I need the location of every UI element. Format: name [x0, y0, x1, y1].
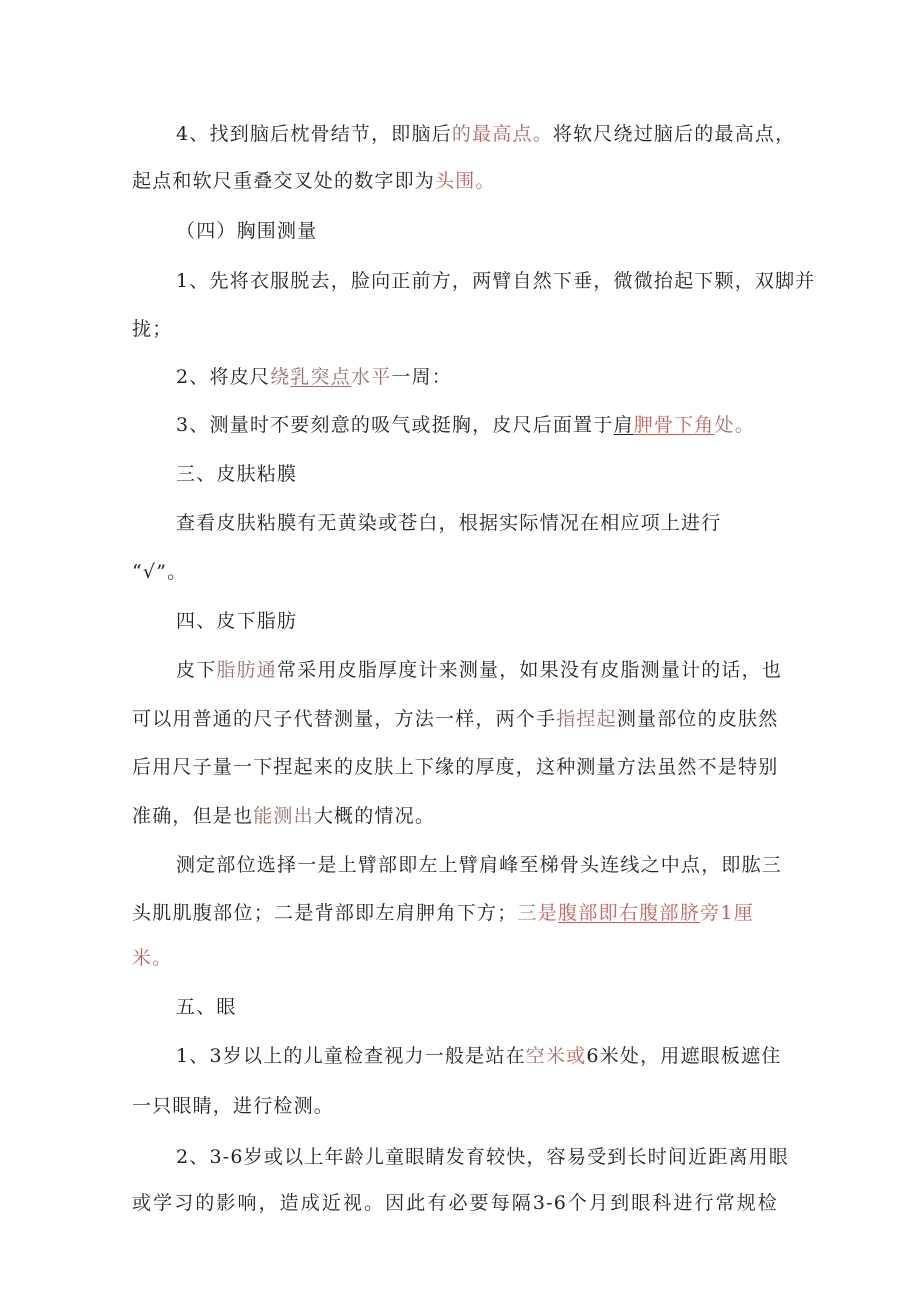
highlight-span: 最高点。 — [472, 123, 553, 145]
eye-step2-line2: 或学习的影响，造成近视。因此有必要每隔3-6个月到眼科进行常规检 — [132, 1192, 778, 1214]
fat-para1-line2 — [132, 706, 778, 732]
fat-para1-line1 — [176, 657, 783, 683]
underlined-span: 乳突点 — [290, 366, 351, 388]
chest-step1-line2: 拢； — [132, 318, 173, 340]
highlight-span: 指捏起 — [556, 708, 617, 730]
text-span: 大概的情况。 — [313, 805, 436, 827]
highlight-span: 的 — [451, 123, 473, 145]
text-span: 常采用皮脂厚度计来测量，如果没有皮脂测量计的话，也 — [277, 659, 783, 681]
text-span: 3、测量时不要刻意的吸气或挺胸，皮尺后面置于 — [176, 414, 614, 436]
highlight-span: 脂肪通 — [216, 659, 278, 681]
text-span: 头肌肌腹部位；二是背部即左肩胛角下方； — [132, 902, 518, 924]
skin-heading: 三、皮肤粘膜 — [176, 463, 298, 485]
head-circumference-step4-line1 — [176, 121, 796, 147]
text-span: 测量部位的皮肤然 — [616, 708, 779, 730]
highlight-span: 空米 — [525, 1045, 567, 1067]
text-span: 一周： — [391, 366, 452, 388]
text-span: 2、将皮尺 — [176, 366, 271, 388]
text-span: 将软尺绕过脑后的最高点， — [552, 123, 796, 145]
highlight-span: 绕 — [270, 366, 291, 388]
head-circumference-step4-line2 — [132, 168, 496, 194]
fat-heading: 四、皮下脂肪 — [176, 610, 298, 632]
fat-para1-line3: 后用尺子量一下捏起来的皮肤上下缘的厚度，这种测量方法虽然不是特别 — [132, 756, 779, 778]
highlight-span: 能测出 — [253, 805, 314, 827]
text-span: 4、找到脑后枕骨结节，即脑后 — [176, 123, 452, 145]
underlined-span: 肩 — [613, 414, 634, 436]
text-span: 准确，但是也 — [132, 805, 254, 827]
eye-step1-line1 — [176, 1043, 782, 1069]
highlight-span: 1厘 — [720, 902, 754, 924]
text-span: 起点和软尺重叠交叉处的数字即为 — [132, 170, 436, 192]
highlight-span: 处。 — [714, 414, 755, 436]
underlined-span: 腹部即右腹部脐 — [558, 902, 701, 924]
eye-step1-line2: 一只眼睛，进行检测。 — [132, 1095, 335, 1117]
fat-para2-line1: 测定部位选择一是上臂部即左上臂肩峰至梯骨头连线之中点，即肱三 — [176, 854, 783, 876]
chest-step3 — [176, 412, 755, 438]
chest-step2 — [176, 364, 452, 390]
highlight-span: 三是 — [517, 902, 559, 924]
underlined-span: 胛骨下角 — [633, 414, 715, 436]
text-span: 皮下 — [176, 659, 217, 681]
text-span: 可以用普通的尺子代替测量，方法一样，两个手 — [132, 708, 557, 730]
highlight-span: 头围。 — [435, 170, 496, 192]
eye-heading: 五、眼 — [176, 996, 237, 1018]
chest-step1-line1: 1、先将衣服脱去，脸向正前方，两臂自然下垂，微微抬起下颗，双脚并 — [176, 270, 816, 292]
highlight-span: 水平 — [350, 366, 392, 388]
fat-para2-line2 — [132, 900, 754, 926]
eye-step2-line1: 2、3-6岁或以上年龄儿童眼睛发育较快，容易受到长时间近距离用眼 — [176, 1146, 790, 1168]
text-span: 1、3岁以上的儿童检查视力一般是站在 — [176, 1045, 526, 1067]
skin-body-line1: 查看皮肤粘膜有无黄染或苍白，根据实际情况在相应项上进行 — [176, 512, 722, 534]
text-span: 6米处，用遮眼板遮住 — [586, 1045, 782, 1067]
skin-body-line2: “√”。 — [132, 561, 188, 583]
fat-para1-line4 — [132, 803, 435, 829]
highlight-span: 旁 — [700, 902, 721, 924]
fat-para2-line3: 米。 — [132, 947, 173, 969]
chest-heading: （四）胸围测量 — [176, 220, 318, 242]
highlight-span: 或 — [566, 1045, 587, 1067]
